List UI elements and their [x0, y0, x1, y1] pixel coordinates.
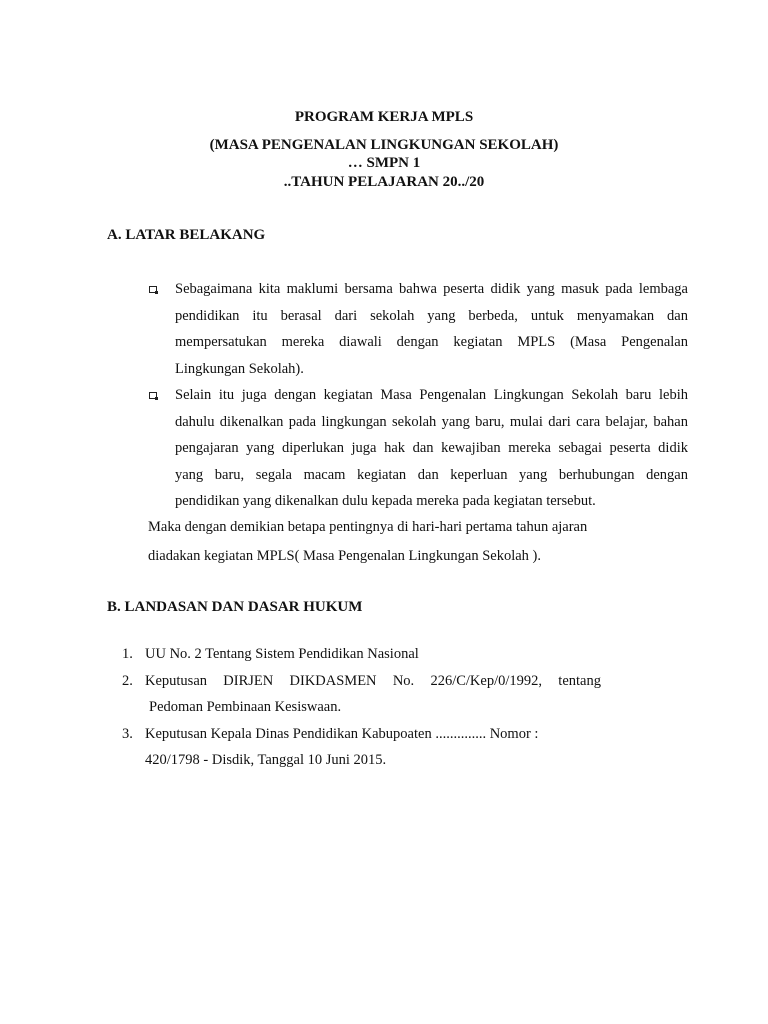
section-a-heading: A. LATAR BELAKANG: [107, 227, 266, 243]
list-item-3-cont: 420/1798 - Disdik, Tanggal 10 Juni 2015.: [145, 752, 387, 768]
text-line: yang baru, segala macam kegiatan dan keperluan yang berhubungan dengan: [175, 466, 688, 483]
doc-subtitle: (MASA PENGENALAN LINGKUNGAN SEKOLAH): [209, 137, 559, 153]
text-line: Lingkungan Sekolah).: [175, 360, 304, 377]
bullet-icon: [149, 392, 157, 399]
doc-year: ..TAHUN PELAJARAN 20../20: [283, 174, 485, 190]
closing-line-2: diadakan kegiatan MPLS( Masa Pengenalan Lingkungan Sekolah ).: [148, 548, 542, 564]
closing-line-1: Maka dengan demikian betapa pentingnya di hari-hari pertama tahun ajaran: [148, 519, 588, 535]
list-item-3: Keputusan Kepala Dinas Pendidikan Kabupoaten .............. Nomor :: [145, 726, 539, 742]
text-line: pengajaran yang diperlukan juga hak dan kewajiban mereka sebagai peserta didik: [175, 440, 688, 456]
section-a-bullet-2: [175, 382, 688, 515]
list-item-1: UU No. 2 Tentang Sistem Pendidikan Nasional: [145, 646, 419, 662]
text-line: pendidikan itu berasal dari sekolah yang berbeda, untuk menyamakan dan: [175, 307, 688, 324]
text-line: mempersatukan mereka diawali dengan kegiatan MPLS (Masa Pengenalan: [175, 334, 688, 350]
doc-school: … SMPN 1: [347, 155, 421, 171]
list-number: 2.: [122, 673, 133, 689]
text-line: Sebagaimana kita maklumi bersama bahwa peserta didik yang masuk pada lembaga: [175, 281, 688, 297]
bullet-icon: [149, 286, 157, 293]
text-line: Selain itu juga dengan kegiatan Masa Pengenalan Lingkungan Sekolah baru lebih: [175, 387, 688, 403]
text-line: dahulu dikenalkan pada lingkungan sekolah yang baru, mulai dari cara belajar, bahan: [175, 413, 688, 430]
section-b-heading: B. LANDASAN DAN DASAR HUKUM: [107, 599, 363, 615]
list-number: 3.: [122, 726, 133, 742]
text-line: pendidikan yang dikenalkan dulu kepada mereka pada kegiatan tersebut.: [175, 493, 596, 509]
list-number: 1.: [122, 646, 133, 662]
doc-title: PROGRAM KERJA MPLS: [294, 109, 474, 125]
list-item-2: Keputusan DIRJEN DIKDASMEN No. 226/C/Kep/0/1992, tentang: [145, 673, 601, 689]
section-a-bullet-1: [175, 276, 688, 382]
list-item-2-cont: Pedoman Pembinaan Kesiswaan.: [149, 699, 342, 715]
